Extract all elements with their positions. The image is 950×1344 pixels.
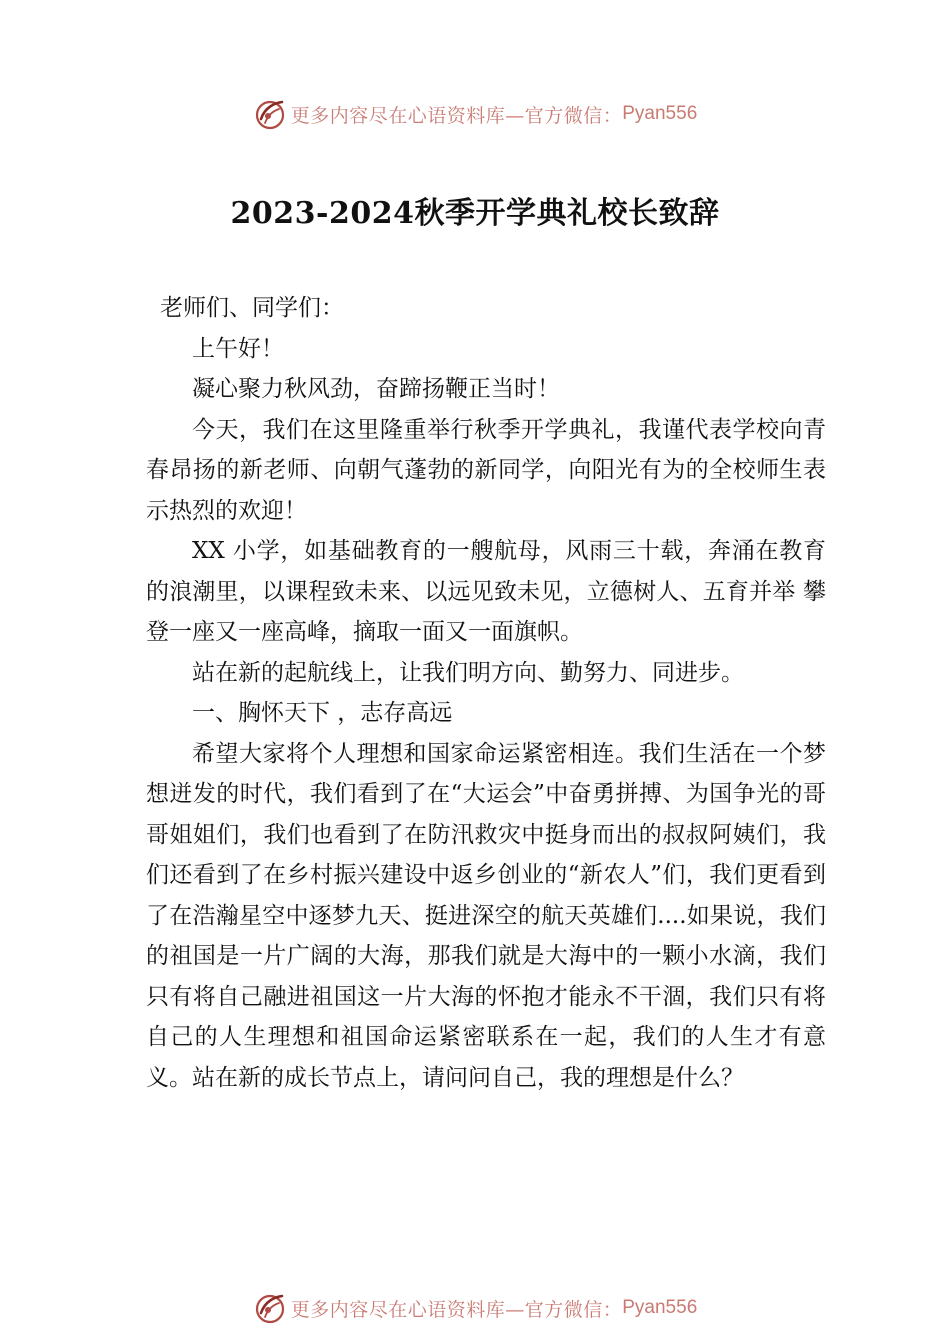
document-body — [146, 288, 826, 1098]
paragraph-welcome: 今天，我们在这里隆重举行秋季开学典礼，我谨代表学校向青春昂扬的新老师、向朝气蓬勃的新同学，向阳光有为的全校师生表示热烈的欢迎！ — [146, 416, 826, 524]
document-title: 2023-2024秋季开学典礼校长致辞 — [230, 196, 720, 231]
paragraph-greeting: 上午好！ — [192, 335, 284, 362]
paragraph-slogan: 凝心聚力秋风劲，奋蹄扬鞭正当时！ — [192, 376, 560, 402]
paragraph-ideals: 希望大家将个人理想和国家命运紧密相连。我们生活在一个梦想迸发的时代，我们看到了在“大运会”中奋勇拼搏、为国争光的哥哥姐姐们，我们也看到了在防汛救灾中挺身而出的叔叔阿姨们，我们还看到了在乡村振兴建设中返乡创业的“新农人”们，我们更看到了在浩瀚星空中逐梦九天、挺进深空的航天英雄们....如果说，我们的祖国是一片广阔的大海，那我们就是大海中的一颗小水滴，我们只有将自己融进祖国这一片大海的怀抱才能永不干涸，我们只有将自己的人生理想和祖国命运紧密联系在一起，我们的人生才有意义。站在新的成长节点上，请问问自己，我的理想是什么？ — [146, 740, 826, 1091]
brand-logo-icon — [253, 1291, 287, 1325]
header-watermark — [0, 94, 950, 134]
salutation: 老师们、同学们： — [160, 295, 344, 321]
header-watermark-id: Pyan556 — [622, 103, 698, 124]
paragraph-school-intro: XX 小学，如基础教育的一艘航母，风雨三十载，奔涌在教育的浪潮里，以课程致未来、以远见致未见，立德树人、五育并举 攀登一座又一座高峰，摘取一面又一面旗帜。 — [146, 538, 826, 645]
footer-watermark-text: 更多内容尽在心语资料库—官方微信： — [290, 1298, 623, 1321]
footer-watermark-id: Pyan556 — [622, 1297, 698, 1318]
footer-watermark — [0, 1288, 950, 1328]
paragraph-new-start: 站在新的起航线上，让我们明方向、勤努力、同进步。 — [192, 659, 744, 686]
brand-logo-icon — [253, 97, 287, 131]
section-heading-1: 一、胸怀天下 ，志存高远 — [192, 700, 453, 726]
header-watermark-text: 更多内容尽在心语资料库—官方微信： — [290, 104, 623, 127]
